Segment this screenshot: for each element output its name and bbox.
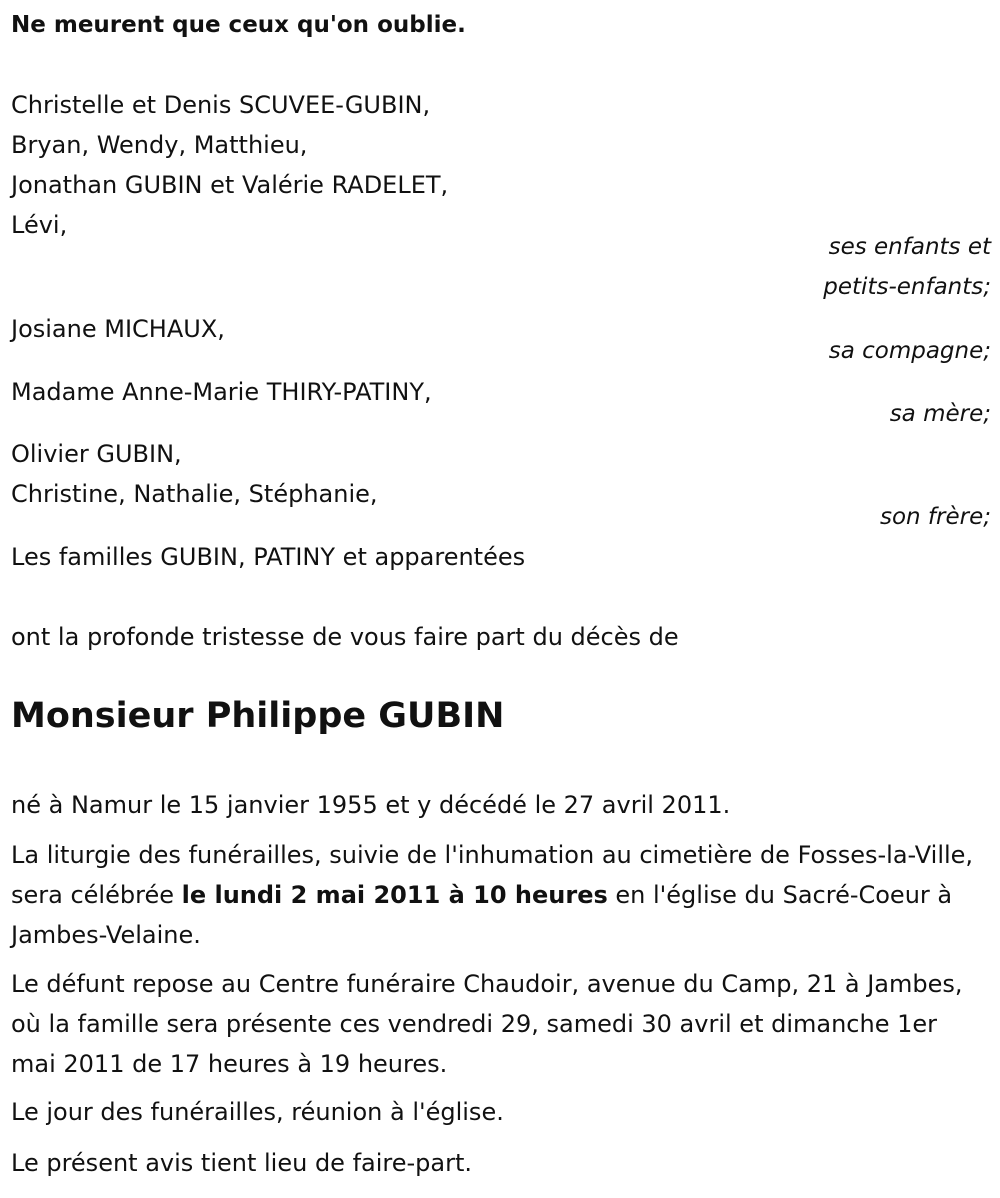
family-line: Lévi, [11,211,68,239]
relation-label: petits-enfants; [823,274,991,300]
family-line: Christine, Nathalie, Stéphanie, [11,480,378,508]
relation-label: sa mère; [889,401,991,427]
liturgy-text: La liturgie des funérailles, suivie de l'inhumation au cimetière de Fosses-la-Ville, sera célébrée [11,841,974,909]
epigraph: Ne meurent que ceux qu'on oublie. [11,12,466,38]
deceased-name: Monsieur Philippe GUBIN [11,696,505,736]
relation-label: ses enfants et [828,234,991,260]
repose-paragraph: Le défunt repose au Centre funéraire Chaudoir, avenue du Camp, 21 à Jambes, où la famille sera présente ces vendredi 29, samedi 30 avril et dimanche 1er mai 2011 de 17 heures à 19 heures. [11,970,963,1078]
meeting-line: Le jour des funérailles, réunion à l'église. [11,1098,504,1126]
relation-label: sa compagne; [828,338,991,364]
relation-label: son frère; [879,504,991,530]
family-line: Olivier GUBIN, [11,440,182,468]
family-line: Bryan, Wendy, Matthieu, [11,131,308,159]
announcement: ont la profonde tristesse de vous faire part du décès de [11,623,679,651]
family-line: Christelle et Denis SCUVEE-GUBIN, [11,91,431,119]
birth-death: né à Namur le 15 janvier 1955 et y décédé le 27 avril 2011. [11,791,731,819]
family-line: Josiane MICHAUX, [11,315,225,343]
liturgy-date: le lundi 2 mai 2011 à 10 heures [181,881,608,909]
family-line: Madame Anne-Marie THIRY-PATINY, [11,378,432,406]
notice-line: Le présent avis tient lieu de faire-part. [11,1149,473,1177]
families-line: Les familles GUBIN, PATINY et apparentées [11,543,526,571]
family-line: Jonathan GUBIN et Valérie RADELET, [11,171,449,199]
liturgy-text: en l'église du Sacré-Coeur à Jambes-Velaine. [11,881,953,949]
liturgy-paragraph [11,835,976,955]
